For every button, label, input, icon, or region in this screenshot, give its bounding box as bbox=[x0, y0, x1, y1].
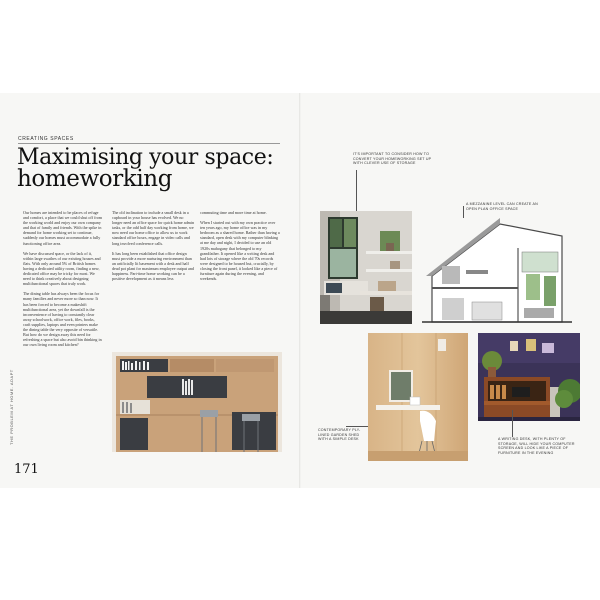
page-number: 171 bbox=[14, 462, 39, 477]
caption-writing-desk: A WRITING DESK, WITH PLENTY OF STORAGE, WILL HIDE YOUR COMPUTER SCREEN AND LOOK LIKE A PIECE OF FURNITURE IN THE EVENING bbox=[498, 437, 575, 455]
paragraph: Our homes are intended to be places of refuge and comfort, a place that we could shut off from the working world and enjoy our own company and that of family and friends. With the spike in demand for home working set to continue, suddenly our homes must accommodate a fully functioning office area. bbox=[23, 210, 103, 246]
mezzanine-section-drawing bbox=[422, 218, 572, 330]
paragraph: The old inclination to include a small desk in a cupboard in your house has evolved. We no longer need an office space for quick home admin tasks, or the odd half day working from home, we now need our home office to allow us to work standard office hours, engage in video calls and long involved conference calls. bbox=[112, 210, 194, 246]
body-column-3 bbox=[200, 210, 280, 286]
caption-mezzanine: A MEZZANINE LEVEL CAN CREATE AN OPEN PLAN OFFICE SPACE bbox=[466, 202, 538, 211]
writing-desk-photo bbox=[478, 333, 580, 421]
cabinet-wall-illustration bbox=[112, 352, 282, 452]
caption-garden: CONTEMPORARY PLY-LINED GARDEN SHED WITH A SIMPLE DESK bbox=[318, 428, 361, 442]
body-column-2 bbox=[112, 210, 194, 286]
page-title-line1: Maximising your space: bbox=[17, 145, 274, 170]
caption-convert: IT'S IMPORTANT TO CONSIDER HOW TO CONVERT YOUR HOMEWORKING SET UP WITH CLEVER USE OF STORAGE bbox=[353, 152, 432, 166]
paragraph: commuting time and more time at home. bbox=[200, 210, 267, 215]
paragraph: The dining table has always been the focus for many families and never more so than now. It has been forced to become a makeshift multifunctional area, yet the downfall is the inconvenience of having to constantly clear away schoolwork, office work, files, books, craft supplies, laptops and even printers make the dining table the very opposite of versatile. But how do we design away this need for refreshing a space but also avoid bin thinking in our own living room and kitchen? bbox=[23, 291, 102, 348]
caption-leader bbox=[356, 170, 357, 211]
body-column-1 bbox=[23, 210, 103, 352]
garden-shed-office-photo bbox=[368, 333, 468, 461]
caption-leader bbox=[346, 426, 368, 427]
paragraph: We have discussed space, or the lack of it, within large swathes of our existing houses and flats. With only around 5% of British homes having a dedicated utility room, finding a new, dedicated office may be tricky for most. We need to think creatively about designing multifunctional spaces that truly work. bbox=[23, 250, 101, 287]
spine-fold bbox=[299, 93, 301, 488]
section-label: CREATING SPACES bbox=[18, 136, 74, 142]
page-title-line2: homeworking bbox=[17, 166, 173, 192]
caption-leader bbox=[512, 410, 513, 437]
header-rule bbox=[18, 143, 280, 144]
window-nook-desk-photo bbox=[320, 211, 412, 324]
paragraph: It has long been established that office design must provide a more nurturing environment than an artificially lit basement with a desk and half dead pot plant for maximum employee output and happiness. Part-time home working can be a positive development as it means less bbox=[112, 250, 194, 282]
vertical-footer: THE PROBLEM AT HOME. ADAPT bbox=[9, 369, 14, 445]
paragraph: When I started out with my own practice over ten years ago, my home office was in my bedroom as a shared home. Rather than having a standard, open desk with my computer blinking at me day and night, I decided to use an old 1920s mahogany that belonged to my grandfather. It opened like a writing desk and had lots of storage where the old 70s records were designed to be housed but, crucially, by closing the front panel, it looked like a piece of furniture again during the evening, and weekends. bbox=[200, 220, 280, 282]
